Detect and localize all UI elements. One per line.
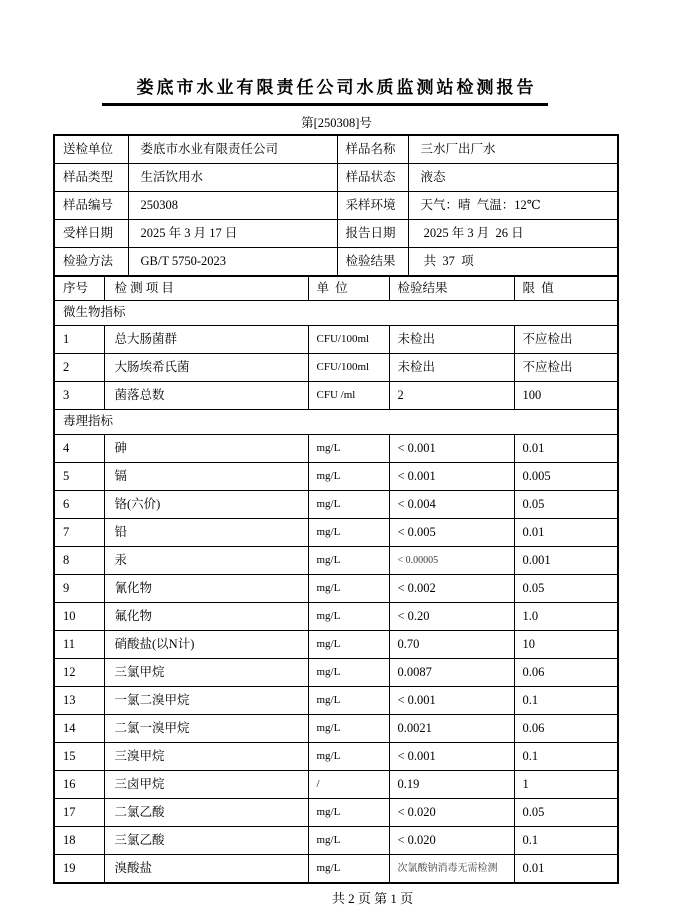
col-header-no: 序号 <box>54 276 104 301</box>
cell-no: 6 <box>54 491 104 519</box>
cell-result: 0.0021 <box>389 715 514 743</box>
info-value: 2025 年 3 月 26 日 <box>408 220 618 248</box>
cell-unit: mg/L <box>308 743 389 771</box>
cell-item: 三氯乙酸 <box>104 827 308 855</box>
result-row <box>54 743 618 771</box>
result-row <box>54 435 618 463</box>
cell-result: 未检出 <box>389 326 514 354</box>
info-value: GB/T 5750-2023 <box>128 248 337 277</box>
info-row <box>54 192 618 220</box>
cell-item: 三卤甲烷 <box>104 771 308 799</box>
cell-unit: mg/L <box>308 855 389 884</box>
results-header-row <box>54 276 618 301</box>
cell-no: 12 <box>54 659 104 687</box>
cell-limit: 0.06 <box>514 715 618 743</box>
cell-unit: mg/L <box>308 659 389 687</box>
section-row <box>54 301 618 326</box>
cell-result: < 0.00005 <box>389 547 514 575</box>
info-label: 检验方法 <box>54 248 128 277</box>
cell-limit: 100 <box>514 382 618 410</box>
info-label: 受样日期 <box>54 220 128 248</box>
cell-item: 二氯一溴甲烷 <box>104 715 308 743</box>
cell-unit: mg/L <box>308 827 389 855</box>
sample-info-table <box>53 134 619 277</box>
cell-no: 2 <box>54 354 104 382</box>
result-row <box>54 631 618 659</box>
info-row <box>54 135 618 164</box>
cell-no: 18 <box>54 827 104 855</box>
result-row <box>54 354 618 382</box>
report-number: 第[250308]号 <box>301 116 372 130</box>
cell-limit: 0.001 <box>514 547 618 575</box>
cell-limit: 0.05 <box>514 799 618 827</box>
cell-item: 三氯甲烷 <box>104 659 308 687</box>
info-value: 液态 <box>408 164 618 192</box>
section-row <box>54 410 618 435</box>
result-row <box>54 382 618 410</box>
info-label: 报告日期 <box>337 220 408 248</box>
cell-item: 砷 <box>104 435 308 463</box>
info-label: 样品类型 <box>54 164 128 192</box>
cell-result: < 0.020 <box>389 799 514 827</box>
cell-no: 3 <box>54 382 104 410</box>
cell-limit: 0.1 <box>514 827 618 855</box>
cell-result: 未检出 <box>389 354 514 382</box>
cell-no: 17 <box>54 799 104 827</box>
info-value: 天气：晴 气温：12℃ <box>408 192 618 220</box>
section-label: 微生物指标 <box>54 301 618 326</box>
info-row <box>54 220 618 248</box>
cell-no: 19 <box>54 855 104 884</box>
cell-unit: CFU/100ml <box>308 326 389 354</box>
result-row <box>54 519 618 547</box>
result-row <box>54 326 618 354</box>
cell-result: < 0.001 <box>389 435 514 463</box>
cell-result: < 0.002 <box>389 575 514 603</box>
result-row <box>54 827 618 855</box>
cell-result: < 0.001 <box>389 687 514 715</box>
page-title: 娄底市水业有限责任公司水质监测站检测报告 <box>136 78 537 97</box>
info-label: 样品编号 <box>54 192 128 220</box>
cell-item: 三溴甲烷 <box>104 743 308 771</box>
result-row <box>54 575 618 603</box>
results-table <box>53 275 619 884</box>
cell-unit: CFU/100ml <box>308 354 389 382</box>
cell-item: 铬(六价) <box>104 491 308 519</box>
info-value: 共 37 项 <box>408 248 618 277</box>
result-row <box>54 659 618 687</box>
result-row <box>54 799 618 827</box>
result-row <box>54 855 618 884</box>
info-label: 送检单位 <box>54 135 128 164</box>
cell-no: 4 <box>54 435 104 463</box>
cell-unit: mg/L <box>308 687 389 715</box>
info-value: 生活饮用水 <box>128 164 337 192</box>
result-row <box>54 771 618 799</box>
cell-result: < 0.004 <box>389 491 514 519</box>
info-value: 250308 <box>128 192 337 220</box>
cell-item: 大肠埃希氏菌 <box>104 354 308 382</box>
cell-no: 5 <box>54 463 104 491</box>
col-header-unit: 单 位 <box>308 276 389 301</box>
cell-no: 13 <box>54 687 104 715</box>
cell-item: 二氯乙酸 <box>104 799 308 827</box>
col-header-item: 检 测 项 目 <box>104 276 308 301</box>
cell-limit: 1.0 <box>514 603 618 631</box>
result-row <box>54 463 618 491</box>
result-row <box>54 491 618 519</box>
cell-unit: CFU /ml <box>308 382 389 410</box>
cell-unit: / <box>308 771 389 799</box>
cell-result: 0.0087 <box>389 659 514 687</box>
cell-limit: 不应检出 <box>514 354 618 382</box>
info-label: 检验结果 <box>337 248 408 277</box>
cell-result: 2 <box>389 382 514 410</box>
result-row <box>54 603 618 631</box>
cell-unit: mg/L <box>308 631 389 659</box>
section-label: 毒理指标 <box>54 410 618 435</box>
cell-no: 9 <box>54 575 104 603</box>
info-label: 样品状态 <box>337 164 408 192</box>
cell-no: 14 <box>54 715 104 743</box>
cell-item: 氰化物 <box>104 575 308 603</box>
cell-no: 8 <box>54 547 104 575</box>
cell-no: 15 <box>54 743 104 771</box>
cell-result: < 0.020 <box>389 827 514 855</box>
cell-result: < 0.20 <box>389 603 514 631</box>
cell-limit: 0.005 <box>514 463 618 491</box>
cell-unit: mg/L <box>308 463 389 491</box>
cell-unit: mg/L <box>308 435 389 463</box>
cell-result: 次氯酸钠消毒无需检测 <box>389 855 514 884</box>
cell-unit: mg/L <box>308 491 389 519</box>
info-row <box>54 164 618 192</box>
cell-limit: 0.05 <box>514 491 618 519</box>
col-header-limit: 限 值 <box>514 276 618 301</box>
info-row <box>54 248 618 277</box>
cell-item: 总大肠菌群 <box>104 326 308 354</box>
cell-limit: 0.06 <box>514 659 618 687</box>
cell-unit: mg/L <box>308 799 389 827</box>
cell-item: 菌落总数 <box>104 382 308 410</box>
cell-unit: mg/L <box>308 547 389 575</box>
cell-limit: 0.01 <box>514 519 618 547</box>
cell-item: 溴酸盐 <box>104 855 308 884</box>
result-row <box>54 715 618 743</box>
info-label: 采样环境 <box>337 192 408 220</box>
cell-item: 一氯二溴甲烷 <box>104 687 308 715</box>
cell-limit: 0.01 <box>514 435 618 463</box>
cell-no: 16 <box>54 771 104 799</box>
cell-unit: mg/L <box>308 603 389 631</box>
cell-result: < 0.001 <box>389 743 514 771</box>
cell-limit: 1 <box>514 771 618 799</box>
cell-result: < 0.001 <box>389 463 514 491</box>
info-label: 样品名称 <box>337 135 408 164</box>
cell-no: 1 <box>54 326 104 354</box>
cell-result: 0.19 <box>389 771 514 799</box>
info-value: 三水厂出厂水 <box>408 135 618 164</box>
cell-unit: mg/L <box>308 715 389 743</box>
cell-limit: 10 <box>514 631 618 659</box>
col-header-result: 检验结果 <box>389 276 514 301</box>
cell-no: 10 <box>54 603 104 631</box>
title-underline <box>102 103 548 106</box>
cell-item: 氟化物 <box>104 603 308 631</box>
result-row <box>54 547 618 575</box>
cell-limit: 0.01 <box>514 855 618 884</box>
cell-limit: 0.1 <box>514 743 618 771</box>
cell-item: 铅 <box>104 519 308 547</box>
cell-item: 汞 <box>104 547 308 575</box>
result-row <box>54 687 618 715</box>
cell-result: 0.70 <box>389 631 514 659</box>
info-value: 娄底市水业有限责任公司 <box>128 135 337 164</box>
cell-unit: mg/L <box>308 519 389 547</box>
cell-item: 镉 <box>104 463 308 491</box>
cell-limit: 0.05 <box>514 575 618 603</box>
cell-result: < 0.005 <box>389 519 514 547</box>
cell-no: 7 <box>54 519 104 547</box>
cell-item: 硝酸盐(以N计) <box>104 631 308 659</box>
cell-unit: mg/L <box>308 575 389 603</box>
page-footer: 共 2 页 第 1 页 <box>331 891 414 906</box>
cell-no: 11 <box>54 631 104 659</box>
cell-limit: 不应检出 <box>514 326 618 354</box>
info-value: 2025 年 3 月 17 日 <box>128 220 337 248</box>
cell-limit: 0.1 <box>514 687 618 715</box>
